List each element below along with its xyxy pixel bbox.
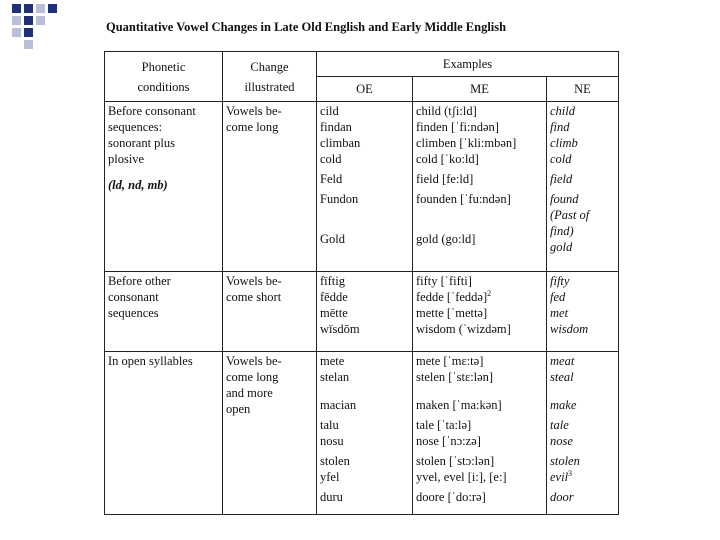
header-phonetic-conditions: Phonetic conditions <box>105 52 223 102</box>
condition-cell: In open syllables <box>105 352 223 515</box>
table-row-lengthening <box>105 102 619 272</box>
ne-cell: child find climb cold field found (Past of find) gold <box>547 102 619 272</box>
me-cell: fifty [ˈfifti] fedde [ˈfeddə]$^2$ mette [ˈmettə] wisdom (ˈwizdəm] <box>413 272 547 352</box>
header-oe: OE <box>317 77 413 102</box>
page-title: Quantitative Vowel Changes in Late Old English and Early Middle English <box>106 20 507 34</box>
change-cell: Vowels be- come long <box>223 102 317 272</box>
table-row-open-syllables <box>105 352 619 515</box>
header-row-1 <box>105 52 619 77</box>
ne-cell: fifty fed met wisdom <box>547 272 619 352</box>
condition-cell: Before consonant sequences: sonorant plus plosive (ld, nd, mb) <box>105 102 223 272</box>
me-cell: child (tʃi:ld] finden [ˈfi:ndən] climben [ˈkli:mbən] cold [ˈko:ld] field [fe:ld] founden [ˈfu:ndən] gold (go:ld] <box>413 102 547 272</box>
me-cell: mete [ˈmɛ:tə] stelen [ˈstɛ:lən] maken [ˈma:kən] tale [ˈta:lə] nose [ˈnɔ:zə] stolen [ˈstɔ:lən] yvel, evel [i:], [e:] doore [ˈdo:rə] <box>413 352 547 515</box>
oe-cell: cild findan climban cold Feld Fundon Gold <box>317 102 413 272</box>
change-cell: Vowels be- come short <box>223 272 317 352</box>
oe-cell: fīftig fēdde mētte wīsdōm <box>317 272 413 352</box>
header-examples: Examples <box>317 52 619 77</box>
condition-cell: Before other consonant sequences <box>105 272 223 352</box>
oe-cell: mete stelan macian talu nosu stolen yfel duru <box>317 352 413 515</box>
header-me: ME <box>413 77 547 102</box>
change-cell: Vowels be- come long and more open <box>223 352 317 515</box>
table-row-shortening <box>105 272 619 352</box>
vowel-changes-table <box>104 51 619 515</box>
header-ne: NE <box>547 77 619 102</box>
ne-cell: meat steal make tale nose stolen evil$^3$ door <box>547 352 619 515</box>
header-change-illustrated: Change illustrated <box>223 52 317 102</box>
